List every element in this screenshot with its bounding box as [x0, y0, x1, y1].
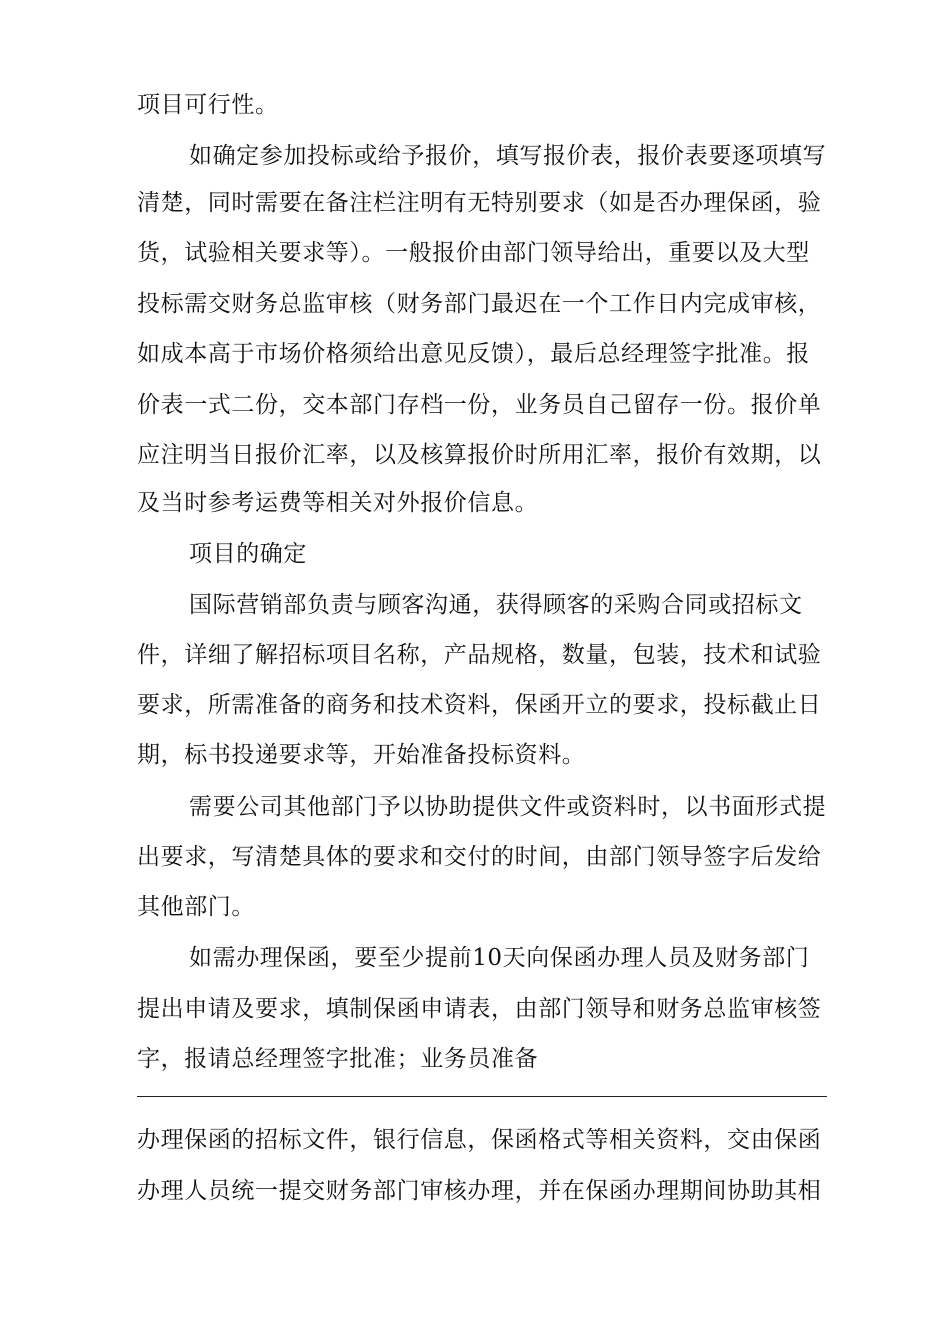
text-line: 如成本高于市场价格须给出意见反馈），最后总经理签字批准。报	[137, 341, 810, 367]
text-line: 货，试验相关要求等）。一般报价由部门领导给出，重要以及大型	[137, 240, 810, 266]
text-line: 应注明当日报价汇率，以及核算报价时所用汇率，报价有效期，以	[137, 442, 822, 468]
paragraph-first-line: 国际营销部负责与顾客沟通，获得顾客的采购合同或招标文	[189, 592, 803, 618]
text-line: 项目可行性。	[137, 92, 279, 118]
text-line: 要求，所需准备的商务和技术资料，保函开立的要求，投标截止日	[137, 692, 822, 718]
text-line: 提出申请及要求，填制保函申请表，由部门领导和财务总监审核签	[137, 996, 822, 1022]
text-line: 件，详细了解招标项目名称，产品规格，数量，包装，技术和试验	[137, 642, 822, 668]
text-line: 清楚，同时需要在备注栏注明有无特别要求（如是否办理保函，验	[137, 190, 822, 216]
text-line: 及当时参考运费等相关对外报价信息。	[137, 490, 539, 516]
text-line: 出要求，写清楚具体的要求和交付的时间，由部门领导签字后发给	[137, 844, 822, 870]
text-line: 期，标书投递要求等，开始准备投标资料。	[137, 742, 586, 768]
text-line: 字，报请总经理签字批准；业务员准备	[137, 1046, 539, 1072]
text-line: 价表一式二份，交本部门存档一份，业务员自己留存一份。报价单	[137, 392, 822, 418]
page-divider	[137, 1096, 827, 1097]
paragraph-first-line: 如需办理保函，要至少提前10天向保函办理人员及财务部门	[189, 945, 810, 971]
text-line: 投标需交财务总监审核（财务部门最迟在一个工作日内完成审核，	[137, 291, 822, 317]
paragraph-first-line: 如确定参加投标或给予报价，填写报价表，报价表要逐项填写	[189, 143, 827, 169]
section-heading: 项目的确定	[189, 541, 307, 567]
paragraph-first-line: 需要公司其他部门予以协助提供文件或资料时，以书面形式提	[189, 794, 827, 820]
text-line: 办理保函的招标文件，银行信息，保函格式等相关资料，交由保函	[137, 1127, 822, 1153]
text-line: 办理人员统一提交财务部门审核办理，并在保函办理期间协助其相	[137, 1178, 822, 1204]
text-line: 其他部门。	[137, 894, 255, 920]
